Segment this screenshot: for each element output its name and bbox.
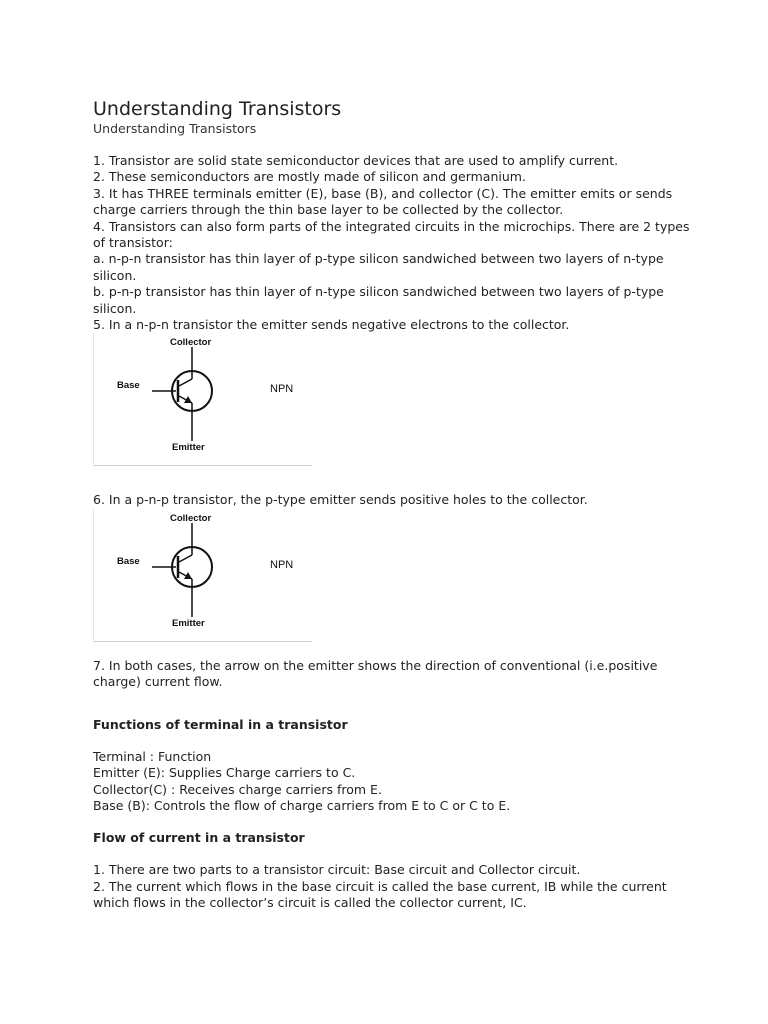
transistor-type-label: NPN: [270, 383, 294, 396]
point-3: 3. It has THREE terminals emitter (E), base (B), and collector (C). The emitter emits or sends charge carriers through the thin base layer to be collected by the collector.: [93, 185, 673, 218]
point-7: 7. In both cases, the arrow on the emitter shows the direction of conventional (i.e.positive charge) current flow.: [93, 657, 658, 690]
functions-heading: Functions of terminal in a transistor: [93, 716, 348, 732]
point-6: 6. In a p-n-p transistor, the p-type emitter sends positive holes to the collector.: [93, 492, 588, 508]
emitter-label: Emitter: [172, 442, 205, 454]
flow-heading: Flow of current in a transistor: [93, 830, 305, 846]
point-5: 5. In a n-p-n transistor the emitter sends negative electrons to the collector.: [93, 317, 570, 333]
point-2: 2. These semiconductors are mostly made of silicon and germanium.: [93, 169, 526, 185]
function-line: Collector(C) : Receives charge carriers from E.: [93, 781, 382, 797]
point-4a: a. n-p-n transistor has thin layer of p-type silicon sandwiched between two layers of n-type silicon.: [93, 251, 664, 283]
function-line: Base (B): Controls the flow of charge carriers from E to C or C to E.: [93, 797, 511, 813]
point-4: 4. Transistors can also form parts of the integrated circuits in the microchips. There are 2 types of transistor:: [93, 218, 690, 251]
flow-point-1: 1. There are two parts to a transistor circuit: Base circuit and Collector circuit.: [93, 862, 581, 878]
function-line: Terminal : Function: [93, 748, 212, 764]
base-label: Base: [117, 555, 140, 567]
document-subtitle: Understanding Transistors: [93, 121, 257, 136]
point-4b: b. p-n-p transistor has thin layer of n-type silicon sandwiched between two layers of p-type silicon.: [93, 284, 664, 316]
document-title: Understanding Transistors: [93, 98, 342, 120]
collector-label: Collector: [170, 512, 212, 524]
base-label: Base: [117, 380, 140, 392]
function-line: Emitter (E): Supplies Charge carriers to C.: [93, 765, 356, 781]
document-page: [93, 97, 693, 912]
npn-transistor-diagram: [93, 333, 312, 466]
emitter-label: Emitter: [172, 617, 205, 629]
transistor-type-label: NPN: [270, 558, 294, 571]
pnp-transistor-diagram: [93, 509, 312, 642]
collector-label: Collector: [170, 337, 212, 349]
point-1: 1. Transistor are solid state semiconductor devices that are used to amplify current.: [93, 153, 619, 168]
flow-point-2: 2. The current which flows in the base circuit is called the base current, IB while the current which flows in the collector’s circuit is called the collector current, IC.: [93, 878, 667, 911]
